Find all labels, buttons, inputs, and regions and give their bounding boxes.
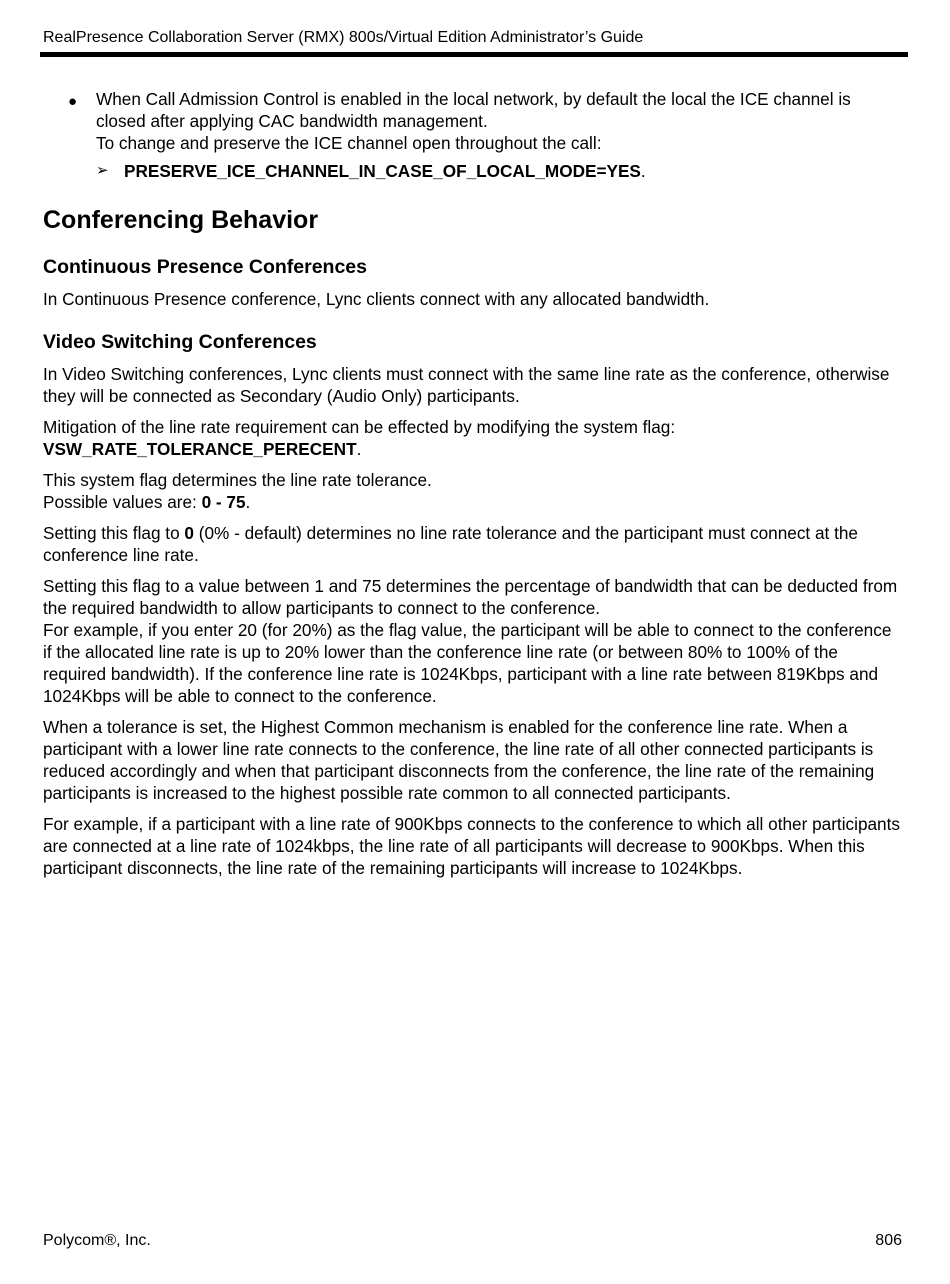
ice-flag-setting: PRESERVE_ICE_CHANNEL_IN_CASE_OF_LOCAL_MODE=YES (124, 161, 641, 181)
page-content (43, 88, 903, 879)
cp-heading: Continuous Presence Conferences (43, 256, 367, 278)
header-divider (40, 52, 908, 57)
document-header-title: RealPresence Collaboration Server (RMX) 800s/Virtual Edition Administrator’s Guide (43, 29, 644, 46)
arrow-icon: ➢ (96, 162, 109, 179)
ice-flag-suffix: . (640, 161, 646, 181)
vsw-heading: Video Switching Conferences (43, 331, 317, 353)
vsw-paragraph-4 (43, 522, 903, 566)
vsw-flag-name: VSW_RATE_TOLERANCE_PERECENT (43, 439, 357, 459)
bullet-instruction: To change and preserve the ICE channel open throughout the call: (96, 133, 602, 153)
vsw-paragraph-7: For example, if a participant with a line rate of 900Kbps connects to the conference to which all other participants are connected at a line rate of 1024kbps, the line rate of all participants will decrease to 900Kbps. When this participant disconnects, the line rate of the remaining participants will increase to 1024Kbps. (43, 814, 900, 878)
mitigation-text: Mitigation of the line rate requirement can be effected by modifying the system flag: (43, 417, 676, 437)
default-prefix: Setting this flag to (43, 523, 185, 543)
default-value: 0 (184, 523, 194, 543)
vsw-flag-suffix: . (356, 439, 362, 459)
bullet-text: When Call Admission Control is enabled in the local network, by default the local the ICE channel is closed after applying CAC bandwidth management. (96, 89, 851, 131)
footer-company: Polycom®, Inc. (43, 1232, 151, 1249)
bullet-item (43, 88, 903, 182)
bullet-icon: ● (68, 93, 78, 110)
possible-values-suffix: . (245, 492, 251, 512)
arrow-item (96, 160, 903, 182)
footer-page-number: 806 (875, 1232, 902, 1249)
vsw-paragraph-3 (43, 469, 903, 513)
vsw-paragraph-2 (43, 416, 903, 460)
default-suffix: (0% - default) determines no line rate tolerance and the participant must connect at the conference line rate. (43, 523, 858, 565)
vsw-paragraph-1: In Video Switching conferences, Lync clients must connect with the same line rate as the conference, otherwise they will be connected as Secondary (Audio Only) participants. (43, 364, 890, 406)
vsw-paragraph-6: When a tolerance is set, the Highest Common mechanism is enabled for the conference line rate. When a participant with a lower line rate connects to the conference, the line rate of all other connected participants is reduced accordingly and when that participant disconnects from the conference, the line rate of the remaining participants is increased to the highest possible rate common to all connected participants. (43, 717, 875, 803)
possible-values-label: Possible values are: (43, 492, 202, 512)
cp-paragraph: In Continuous Presence conference, Lync clients connect with any allocated bandwidth. (43, 289, 710, 309)
tolerance-text: This system flag determines the line rate tolerance. (43, 470, 432, 490)
range-example: For example, if you enter 20 (for 20%) as the flag value, the participant will be able to connect to the conference if the allocated line rate is up to 20% lower than the conference line rate (or between 80% to 100% of the required bandwidth). If the conference line rate is 1024Kbps, participant with a line rate between 819Kbps and 1024Kbps will be able to connect to the conference. (43, 620, 892, 706)
range-explanation: Setting this flag to a value between 1 and 75 determines the percentage of bandwidth that can be deducted from the required bandwidth to allow participants to connect to the conference. (43, 576, 898, 618)
possible-values-range: 0 - 75 (201, 492, 246, 512)
section-heading: Conferencing Behavior (43, 206, 319, 234)
vsw-paragraph-5 (43, 575, 903, 707)
